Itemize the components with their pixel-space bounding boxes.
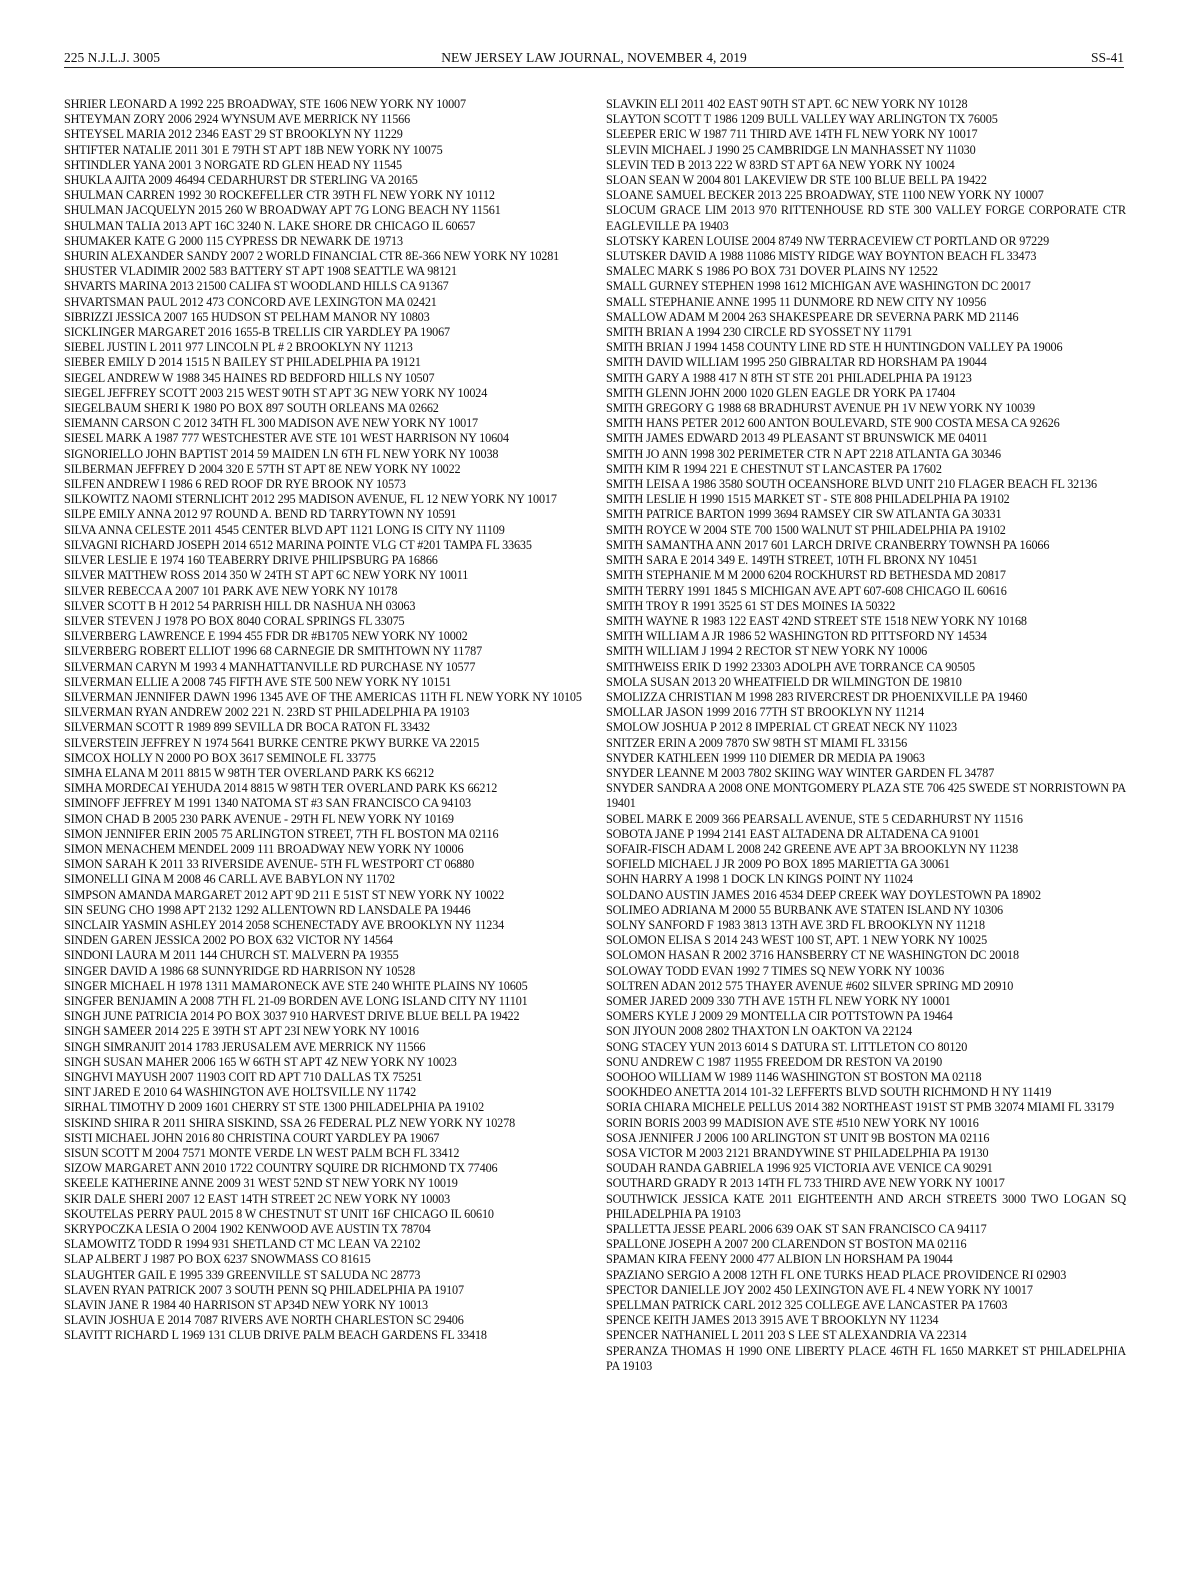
attorney-entry: SOMER JARED 2009 330 7TH AVE 15TH FL NEW YORK NY 10001 [606, 993, 951, 1008]
attorney-entry: SMITH STEPHANIE M M 2000 6204 ROCKHURST RD BETHESDA MD 20817 [606, 568, 1006, 583]
attorney-entry: SNYDER SANDRA A 2008 ONE MONTGOMERY PLAZA STE 706 425 SWEDE ST NORRISTOWN PA 19401 [606, 781, 1126, 811]
attorney-entry: SIMCOX HOLLY N 2000 PO BOX 3617 SEMINOLE FL 33775 [64, 750, 376, 765]
attorney-entry: SMITH KIM R 1994 221 E CHESTNUT ST LANCASTER PA 17602 [606, 461, 942, 476]
attorney-entry: SPAMAN KIRA FEENY 2000 477 ALBION LN HORSHAM PA 19044 [606, 1252, 953, 1267]
attorney-entry: SIMINOFF JEFFREY M 1991 1340 NATOMA ST #3 SAN FRANCISCO CA 94103 [64, 796, 472, 811]
attorney-entry: SMITH BRIAN A 1994 230 CIRCLE RD SYOSSET NY 11791 [606, 325, 913, 340]
attorney-entry: SILVERMAN SCOTT R 1989 899 SEVILLA DR BOCA RATON FL 33432 [64, 720, 430, 735]
attorney-entry: SILVAGNI RICHARD JOSEPH 2014 6512 MARINA POINTE VLG CT #201 TAMPA FL 33635 [64, 537, 532, 552]
attorney-entry: SOFAIR-FISCH ADAM L 2008 242 GREENE AVE APT 3A BROOKLYN NY 11238 [606, 841, 1019, 856]
attorney-entry: SIZOW MARGARET ANN 2010 1722 COUNTRY SQUIRE DR RICHMOND TX 77406 [64, 1161, 498, 1176]
attorney-entry: SPERANZA THOMAS H 1990 ONE LIBERTY PLACE 46TH FL 1650 MARKET ST PHILADELPHIA PA 19103 [606, 1343, 1126, 1373]
attorney-entry: SLAYTON SCOTT T 1986 1209 BULL VALLEY WAY ARLINGTON TX 76005 [606, 112, 998, 127]
attorney-entry: SOLOWAY TODD EVAN 1992 7 TIMES SQ NEW YORK NY 10036 [606, 963, 945, 978]
attorney-entry: SPAZIANO SERGIO A 2008 12TH FL ONE TURKS HEAD PLACE PROVIDENCE RI 02903 [606, 1267, 1067, 1282]
attorney-entry: SOLNY SANFORD F 1983 3813 13TH AVE 3RD FL BROOKLYN NY 11218 [606, 917, 985, 932]
attorney-entry: SILBERMAN JEFFREY D 2004 320 E 57TH ST APT 8E NEW YORK NY 10022 [64, 461, 461, 476]
attorney-entry: SIBRIZZI JESSICA 2007 165 HUDSON ST PELHAM MANOR NY 10803 [64, 309, 430, 324]
attorney-entry: SHULMAN TALIA 2013 APT 16C 3240 N. LAKE SHORE DR CHICAGO IL 60657 [64, 218, 476, 233]
attorney-entry: SMITH WILLIAM A JR 1986 52 WASHINGTON RD PITTSFORD NY 14534 [606, 629, 987, 644]
attorney-entry: SOHN HARRY A 1998 1 DOCK LN KINGS POINT NY 11024 [606, 872, 913, 887]
attorney-entry: SHULMAN JACQUELYN 2015 260 W BROADWAY APT 7G LONG BEACH NY 11561 [64, 203, 501, 218]
attorney-entry: SIGNORIELLO JOHN BAPTIST 2014 59 MAIDEN LN 6TH FL NEW YORK NY 10038 [64, 446, 499, 461]
attorney-entry: SLOANE SAMUEL BECKER 2013 225 BROADWAY, STE 1100 NEW YORK NY 10007 [606, 188, 1044, 203]
attorney-entry: SILVERBERG ROBERT ELLIOT 1996 68 CARNEGIE DR SMITHTOWN NY 11787 [64, 644, 483, 659]
attorney-entry: SMOLLAR JASON 1999 2016 77TH ST BROOKLYN NY 11214 [606, 705, 925, 720]
attorney-entry: SHRIER LEONARD A 1992 225 BROADWAY, STE 1606 NEW YORK NY 10007 [64, 97, 466, 111]
attorney-entry: SIEMANN CARSON C 2012 34TH FL 300 MADISON AVE NEW YORK NY 10017 [64, 416, 478, 431]
attorney-entry: SKOUTELAS PERRY PAUL 2015 8 W CHESTNUT ST UNIT 16F CHICAGO IL 60610 [64, 1206, 494, 1221]
attorney-entry: SMALLOW ADAM M 2004 263 SHAKESPEARE DR SEVERNA PARK MD 21146 [606, 309, 1019, 324]
attorney-entry: SOMERS KYLE J 2009 29 MONTELLA CIR POTTSTOWN PA 19464 [606, 1009, 953, 1024]
attorney-entry: SMITH HANS PETER 2012 600 ANTON BOULEVARD, STE 900 COSTA MESA CA 92626 [606, 416, 1060, 431]
attorney-entry: SNYDER KATHLEEN 1999 110 DIEMER DR MEDIA PA 19063 [606, 750, 925, 765]
attorney-entry: SLAVIN JOSHUA E 2014 7087 RIVERS AVE NORTH CHARLESTON SC 29406 [64, 1313, 464, 1328]
attorney-entry: SMITH DAVID WILLIAM 1995 250 GIBRALTAR RD HORSHAM PA 19044 [606, 355, 987, 370]
attorney-entry: SMITH LESLIE H 1990 1515 MARKET ST - STE 808 PHILADELPHIA PA 19102 [606, 492, 1010, 507]
attorney-entry: SINCLAIR YASMIN ASHLEY 2014 2058 SCHENECTADY AVE BROOKLYN NY 11234 [64, 917, 505, 932]
attorney-entry: SPELLMAN PATRICK CARL 2012 325 COLLEGE AVE LANCASTER PA 17603 [606, 1298, 1008, 1313]
attorney-entry: SKRYPOCZKA LESIA O 2004 1902 KENWOOD AVE AUSTIN TX 78704 [64, 1222, 431, 1237]
attorney-entry: SIRHAL TIMOTHY D 2009 1601 CHERRY ST STE 1300 PHILADELPHIA PA 19102 [64, 1100, 485, 1115]
attorney-entry: SPALLETTA JESSE PEARL 2006 639 OAK ST SAN FRANCISCO CA 94117 [606, 1222, 987, 1237]
attorney-entry: SON JIYOUN 2008 2802 THAXTON LN OAKTON VA 22124 [606, 1024, 913, 1039]
attorney-entry: SINGH SAMEER 2014 225 E 39TH ST APT 23I NEW YORK NY 10016 [64, 1024, 419, 1039]
attorney-entry: SMITH SAMANTHA ANN 2017 601 LARCH DRIVE CRANBERRY TOWNSH PA 16066 [606, 537, 1050, 552]
page-header [64, 50, 1124, 68]
attorney-entry: SNYDER LEANNE M 2003 7802 SKIING WAY WINTER GARDEN FL 34787 [606, 765, 995, 780]
attorney-entry: SIESEL MARK A 1987 777 WESTCHESTER AVE STE 101 WEST HARRISON NY 10604 [64, 431, 509, 446]
attorney-entry: SLEEPER ERIC W 1987 711 THIRD AVE 14TH FL NEW YORK NY 10017 [606, 127, 978, 142]
attorney-entry: SOBOTA JANE P 1994 2141 EAST ALTADENA DR ALTADENA CA 91001 [606, 826, 980, 841]
attorney-entry: SILVER MATTHEW ROSS 2014 350 W 24TH ST APT 6C NEW YORK NY 10011 [64, 568, 469, 583]
attorney-entry: SHTINDLER YANA 2001 3 NORGATE RD GLEN HEAD NY 11545 [64, 157, 402, 172]
attorney-entry: SLOCUM GRACE LIM 2013 970 RITTENHOUSE RD STE 300 VALLEY FORGE CORPORATE CTR EAGLEVILLE PA 19403 [606, 203, 1126, 233]
attorney-entry: SMITH PATRICE BARTON 1999 3694 RAMSEY CIR SW ATLANTA GA 30331 [606, 507, 1002, 522]
attorney-entry: SORIN BORIS 2003 99 MADISION AVE STE #510 NEW YORK NY 10016 [606, 1115, 979, 1130]
attorney-entry: SHTEYMAN ZORY 2006 2924 WYNSUM AVE MERRICK NY 11566 [64, 112, 411, 127]
attorney-entry: SILFEN ANDREW I 1986 6 RED ROOF DR RYE BROOK NY 10573 [64, 477, 406, 492]
attorney-entry: SLAMOWITZ TODD R 1994 931 SHETLAND CT MC LEAN VA 22102 [64, 1237, 421, 1252]
attorney-entry: SLAVITT RICHARD L 1969 131 CLUB DRIVE PALM BEACH GARDENS FL 33418 [64, 1328, 487, 1343]
attorney-entry: SKIR DALE SHERI 2007 12 EAST 14TH STREET 2C NEW YORK NY 10003 [64, 1191, 451, 1206]
attorney-entry: SIEGEL ANDREW W 1988 345 HAINES RD BEDFORD HILLS NY 10507 [64, 370, 435, 385]
attorney-entry: SLOTSKY KAREN LOUISE 2004 8749 NW TERRACEVIEW CT PORTLAND OR 97229 [606, 233, 1050, 248]
attorney-entry: SONG STACEY YUN 2013 6014 S DATURA ST. LITTLETON CO 80120 [606, 1039, 968, 1054]
attorney-entry: SOFIELD MICHAEL J JR 2009 PO BOX 1895 MARIETTA GA 30061 [606, 857, 950, 872]
attorney-entry: SOOHOO WILLIAM W 1989 1146 WASHINGTON ST BOSTON MA 02118 [606, 1070, 982, 1084]
attorney-entry: SMITH GARY A 1988 417 N 8TH ST STE 201 PHILADELPHIA PA 19123 [606, 370, 972, 385]
attorney-entry: SILVA ANNA CELESTE 2011 4545 CENTER BLVD APT 1121 LONG IS CITY NY 11109 [64, 522, 505, 537]
attorney-entry: SMOLA SUSAN 2013 20 WHEATFIELD DR WILMINGTON DE 19810 [606, 674, 962, 689]
attorney-entry: SMITH SARA E 2014 349 E. 149TH STREET, 10TH FL BRONX NY 10451 [606, 553, 978, 568]
attorney-entry: SIMON MENACHEM MENDEL 2009 111 BROADWAY NEW YORK NY 10006 [64, 841, 464, 856]
attorney-entry: SOLDANO AUSTIN JAMES 2016 4534 DEEP CREEK WAY DOYLESTOWN PA 18902 [606, 887, 1041, 902]
attorney-entry: SMITH LEISA A 1986 3580 SOUTH OCEANSHORE BLVD UNIT 210 FLAGER BEACH FL 32136 [606, 477, 1097, 492]
attorney-entry: SILVERMAN CARYN M 1993 4 MANHATTANVILLE RD PURCHASE NY 10577 [64, 659, 476, 674]
attorney-entry: SOUDAH RANDA GABRIELA 1996 925 VICTORIA AVE VENICE CA 90291 [606, 1161, 993, 1176]
attorney-entry: SINGHVI MAYUSH 2007 11903 COIT RD APT 710 DALLAS TX 75251 [64, 1070, 423, 1084]
attorney-entry: SMITHWEISS ERIK D 1992 23303 ADOLPH AVE TORRANCE CA 90505 [606, 659, 975, 674]
attorney-entry: SIEBEL JUSTIN L 2011 977 LINCOLN PL # 2 BROOKLYN NY 11213 [64, 340, 413, 355]
attorney-entry: SOLOMON ELISA S 2014 243 WEST 100 ST, APT. 1 NEW YORK NY 10025 [606, 933, 988, 948]
attorney-entry: SISKIND SHIRA R 2011 SHIRA SISKIND, SSA 26 FEDERAL PLZ NEW YORK NY 10278 [64, 1115, 516, 1130]
attorney-entry: SILVERMAN RYAN ANDREW 2002 221 N. 23RD ST PHILADELPHIA PA 19103 [64, 705, 470, 720]
attorney-entry: SINDONI LAURA M 2011 144 CHURCH ST. MALVERN PA 19355 [64, 948, 399, 963]
attorney-entry: SINGER DAVID A 1986 68 SUNNYRIDGE RD HARRISON NY 10528 [64, 963, 416, 978]
attorney-entry: SHTIFTER NATALIE 2011 301 E 79TH ST APT 18B NEW YORK NY 10075 [64, 142, 443, 157]
attorney-entry: SOLIMEO ADRIANA M 2000 55 BURBANK AVE STATEN ISLAND NY 10306 [606, 902, 1003, 917]
attorney-entry: SMALEC MARK S 1986 PO BOX 731 DOVER PLAINS NY 12522 [606, 264, 938, 279]
attorney-entry: SMALL GURNEY STEPHEN 1998 1612 MICHIGAN AVE WASHINGTON DC 20017 [606, 279, 1031, 294]
attorney-entry: SMITH JAMES EDWARD 2013 49 PLEASANT ST BRUNSWICK ME 04011 [606, 431, 988, 446]
attorney-entry: SISTI MICHAEL JOHN 2016 80 CHRISTINA COURT YARDLEY PA 19067 [64, 1130, 440, 1145]
attorney-entry: SILVER SCOTT B H 2012 54 PARRISH HILL DR NASHUA NH 03063 [64, 598, 416, 613]
attorney-entry: SMITH WAYNE R 1983 122 EAST 42ND STREET STE 1518 NEW YORK NY 10168 [606, 613, 1027, 628]
attorney-entry: SLAVKIN ELI 2011 402 EAST 90TH ST APT. 6C NEW YORK NY 10128 [606, 97, 968, 111]
attorney-entry: SPECTOR DANIELLE JOY 2002 450 LEXINGTON AVE FL 4 NEW YORK NY 10017 [606, 1282, 1033, 1297]
left-column [64, 97, 584, 1344]
attorney-entry: SIEBER EMILY D 2014 1515 N BAILEY ST PHILADELPHIA PA 19121 [64, 355, 421, 370]
attorney-entry: SILVERSTEIN JEFFREY N 1974 5641 BURKE CENTRE PKWY BURKE VA 22015 [64, 735, 480, 750]
attorney-entry: SINT JARED E 2010 64 WASHINGTON AVE HOLTSVILLE NY 11742 [64, 1085, 417, 1100]
attorney-entry: SMOLIZZA CHRISTIAN M 1998 283 RIVERCREST DR PHOENIXVILLE PA 19460 [606, 689, 1028, 704]
attorney-entry: SLAP ALBERT J 1987 PO BOX 6237 SNOWMASS CO 81615 [64, 1252, 371, 1267]
right-column [606, 97, 1126, 1374]
header-rule [64, 67, 1124, 68]
attorney-entry: SLEVIN MICHAEL J 1990 25 CAMBRIDGE LN MANHASSET NY 11030 [606, 142, 976, 157]
attorney-entry: SNITZER ERIN A 2009 7870 SW 98TH ST MIAMI FL 33156 [606, 735, 908, 750]
attorney-entry: SIMHA MORDECAI YEHUDA 2014 8815 W 98TH TER OVERLAND PARK KS 66212 [64, 781, 498, 796]
attorney-entry: SOSA VICTOR M 2003 2121 BRANDYWINE ST PHILADELPHIA PA 19130 [606, 1146, 989, 1161]
attorney-entry: SLAVIN JANE R 1984 40 HARRISON ST AP34D NEW YORK NY 10013 [64, 1298, 428, 1313]
attorney-entry: SOBEL MARK E 2009 366 PEARSALL AVENUE, STE 5 CEDARHURST NY 11516 [606, 811, 1023, 826]
attorney-entry: SILVERMAN JENNIFER DAWN 1996 1345 AVE OF THE AMERICAS 11TH FL NEW YORK NY 10105 [64, 689, 582, 704]
attorney-entry: SINGFER BENJAMIN A 2008 7TH FL 21-09 BORDEN AVE LONG ISLAND CITY NY 11101 [64, 993, 528, 1008]
attorney-entry: SLAVEN RYAN PATRICK 2007 3 SOUTH PENN SQ PHILADELPHIA PA 19107 [64, 1282, 464, 1297]
attorney-entry: SINGH SIMRANJIT 2014 1783 JERUSALEM AVE MERRICK NY 11566 [64, 1039, 426, 1054]
attorney-entry: SOUTHWICK JESSICA KATE 2011 EIGHTEENTH AND ARCH STREETS 3000 TWO LOGAN SQ PHILADELPHIA PA 19103 [606, 1191, 1126, 1221]
attorney-entry: SPALLONE JOSEPH A 2007 200 CLARENDON ST BOSTON MA 02116 [606, 1237, 967, 1252]
attorney-entry: SILVER STEVEN J 1978 PO BOX 8040 CORAL SPRINGS FL 33075 [64, 613, 405, 628]
attorney-entry: SKEELE KATHERINE ANNE 2009 31 WEST 52ND ST NEW YORK NY 10019 [64, 1176, 458, 1191]
attorney-entry: SLOAN SEAN W 2004 801 LAKEVIEW DR STE 100 BLUE BELL PA 19422 [606, 173, 987, 188]
attorney-entry: SOLTREN ADAN 2012 575 THAYER AVENUE #602 SILVER SPRING MD 20910 [606, 978, 1014, 993]
attorney-entry: SMITH TERRY 1991 1845 S MICHIGAN AVE APT 607-608 CHICAGO IL 60616 [606, 583, 1007, 598]
attorney-entry: SOOKHDEO ANETTA 2014 101-32 LEFFERTS BLVD SOUTH RICHMOND H NY 11419 [606, 1085, 1052, 1100]
attorney-entry: SIMON CHAD B 2005 230 PARK AVENUE - 29TH FL NEW YORK NY 10169 [64, 811, 454, 826]
attorney-entry: SLAUGHTER GAIL E 1995 339 GREENVILLE ST SALUDA NC 28773 [64, 1267, 421, 1282]
attorney-entry: SHUSTER VLADIMIR 2002 583 BATTERY ST APT 1908 SEATTLE WA 98121 [64, 264, 457, 279]
attorney-entry: SMITH BRIAN J 1994 1458 COUNTY LINE RD STE H HUNTINGDON VALLEY PA 19006 [606, 340, 1063, 355]
attorney-entry: SINDEN GAREN JESSICA 2002 PO BOX 632 VICTOR NY 14564 [64, 933, 393, 948]
citation: 225 N.J.L.J. 3005 [64, 50, 161, 65]
attorney-entry: SMITH GLENN JOHN 2000 1020 GLEN EAGLE DR YORK PA 17404 [606, 385, 956, 400]
attorney-entry: SIMHA ELANA M 2011 8815 W 98TH TER OVERLAND PARK KS 66212 [64, 765, 435, 780]
attorney-entry: SHURIN ALEXANDER SANDY 2007 2 WORLD FINANCIAL CTR 8E-366 NEW YORK NY 10281 [64, 249, 560, 264]
attorney-entry: SINGER MICHAEL H 1978 1311 MAMARONECK AVE STE 240 WHITE PLAINS NY 10605 [64, 978, 528, 993]
attorney-entry: SHVARTSMAN PAUL 2012 473 CONCORD AVE LEXINGTON MA 02421 [64, 294, 437, 309]
attorney-entry: SHULMAN CARREN 1992 30 ROCKEFELLER CTR 39TH FL NEW YORK NY 10112 [64, 188, 495, 203]
attorney-entry: SLUTSKER DAVID A 1988 11086 MISTY RIDGE WAY BOYNTON BEACH FL 33473 [606, 249, 1037, 264]
attorney-entry: SINGH SUSAN MAHER 2006 165 W 66TH ST APT 4Z NEW YORK NY 10023 [64, 1054, 457, 1069]
attorney-entry: SILVERBERG LAWRENCE E 1994 455 FDR DR #B1705 NEW YORK NY 10002 [64, 629, 468, 644]
attorney-entry: SILVERMAN ELLIE A 2008 745 FIFTH AVE STE 500 NEW YORK NY 10151 [64, 674, 452, 689]
attorney-entry: SHTEYSEL MARIA 2012 2346 EAST 29 ST BROOKLYN NY 11229 [64, 127, 403, 142]
attorney-entry: SOUTHARD GRADY R 2013 14TH FL 733 THIRD AVE NEW YORK NY 10017 [606, 1176, 1005, 1191]
publication-title: NEW JERSEY LAW JOURNAL, NOVEMBER 4, 2019 [441, 50, 747, 65]
page-number: SS-41 [1090, 50, 1124, 65]
attorney-entry: SHUMAKER KATE G 2000 115 CYPRESS DR NEWARK DE 19713 [64, 233, 403, 248]
attorney-entry: SMITH JO ANN 1998 302 PERIMETER CTR N APT 2218 ATLANTA GA 30346 [606, 446, 1001, 461]
attorney-entry: SIMON SARAH K 2011 33 RIVERSIDE AVENUE- 5TH FL WESTPORT CT 06880 [64, 857, 475, 872]
attorney-entry: SINGH JUNE PATRICIA 2014 PO BOX 3037 910 HARVEST DRIVE BLUE BELL PA 19422 [64, 1009, 520, 1024]
attorney-entry: SISUN SCOTT M 2004 7571 MONTE VERDE LN WEST PALM BCH FL 33412 [64, 1146, 460, 1161]
attorney-entry: SHVARTS MARINA 2013 21500 CALIFA ST WOODLAND HILLS CA 91367 [64, 279, 449, 294]
attorney-entry: SMITH ROYCE W 2004 STE 700 1500 WALNUT ST PHILADELPHIA PA 19102 [606, 522, 1006, 537]
attorney-entry: SILKOWITZ NAOMI STERNLICHT 2012 295 MADISON AVENUE, FL 12 NEW YORK NY 10017 [64, 492, 557, 507]
attorney-entry: SORIA CHIARA MICHELE PELLUS 2014 382 NORTHEAST 191ST ST PMB 32074 MIAMI FL 33179 [606, 1100, 1114, 1115]
attorney-entry: SPENCER NATHANIEL L 2011 203 S LEE ST ALEXANDRIA VA 22314 [606, 1328, 967, 1343]
attorney-entry: SIEGEL JEFFREY SCOTT 2003 215 WEST 90TH ST APT 3G NEW YORK NY 10024 [64, 385, 488, 400]
attorney-entry: SIMONELLI GINA M 2008 46 CARLL AVE BABYLON NY 11702 [64, 872, 396, 887]
attorney-entry: SHUKLA AJITA 2009 46494 CEDARHURST DR STERLING VA 20165 [64, 173, 418, 188]
attorney-entry: SIMON JENNIFER ERIN 2005 75 ARLINGTON STREET, 7TH FL BOSTON MA 02116 [64, 826, 499, 841]
attorney-entry: SMALL STEPHANIE ANNE 1995 11 DUNMORE RD NEW CITY NY 10956 [606, 294, 987, 309]
attorney-entry: SMITH TROY R 1991 3525 61 ST DES MOINES IA 50322 [606, 598, 896, 613]
attorney-entry: SOLOMON HASAN R 2002 3716 HANSBERRY CT NE WASHINGTON DC 20018 [606, 948, 1019, 963]
attorney-entry: SOSA JENNIFER J 2006 100 ARLINGTON ST UNIT 9B BOSTON MA 02116 [606, 1130, 990, 1145]
attorney-entry: SIMPSON AMANDA MARGARET 2012 APT 9D 211 E 51ST ST NEW YORK NY 10022 [64, 887, 505, 902]
attorney-entry: SILPE EMILY ANNA 2012 97 ROUND A. BEND RD TARRYTOWN NY 10591 [64, 507, 457, 522]
attorney-entry: SONU ANDREW C 1987 11955 FREEDOM DR RESTON VA 20190 [606, 1054, 943, 1069]
attorney-entry: SILVER LESLIE E 1974 160 TEABERRY DRIVE PHILIPSBURG PA 16866 [64, 553, 438, 568]
attorney-entry: SMITH WILLIAM J 1994 2 RECTOR ST NEW YORK NY 10006 [606, 644, 928, 659]
attorney-entry: SILVER REBECCA A 2007 101 PARK AVE NEW YORK NY 10178 [64, 583, 398, 598]
attorney-entry: SMITH GREGORY G 1988 68 BRADHURST AVENUE PH 1V NEW YORK NY 10039 [606, 401, 1035, 416]
attorney-entry: SMOLOW JOSHUA P 2012 8 IMPERIAL CT GREAT NECK NY 11023 [606, 720, 958, 735]
attorney-entry: SICKLINGER MARGARET 2016 1655-B TRELLIS CIR YARDLEY PA 19067 [64, 325, 450, 340]
attorney-entry: SPENCE KEITH JAMES 2013 3915 AVE T BROOKLYN NY 11234 [606, 1313, 939, 1328]
attorney-entry: SLEVIN TED B 2013 222 W 83RD ST APT 6A NEW YORK NY 10024 [606, 157, 955, 172]
attorney-entry: SIN SEUNG CHO 1998 APT 2132 1292 ALLENTOWN RD LANSDALE PA 19446 [64, 902, 471, 917]
attorney-entry: SIEGELBAUM SHERI K 1980 PO BOX 897 SOUTH ORLEANS MA 02662 [64, 401, 439, 416]
